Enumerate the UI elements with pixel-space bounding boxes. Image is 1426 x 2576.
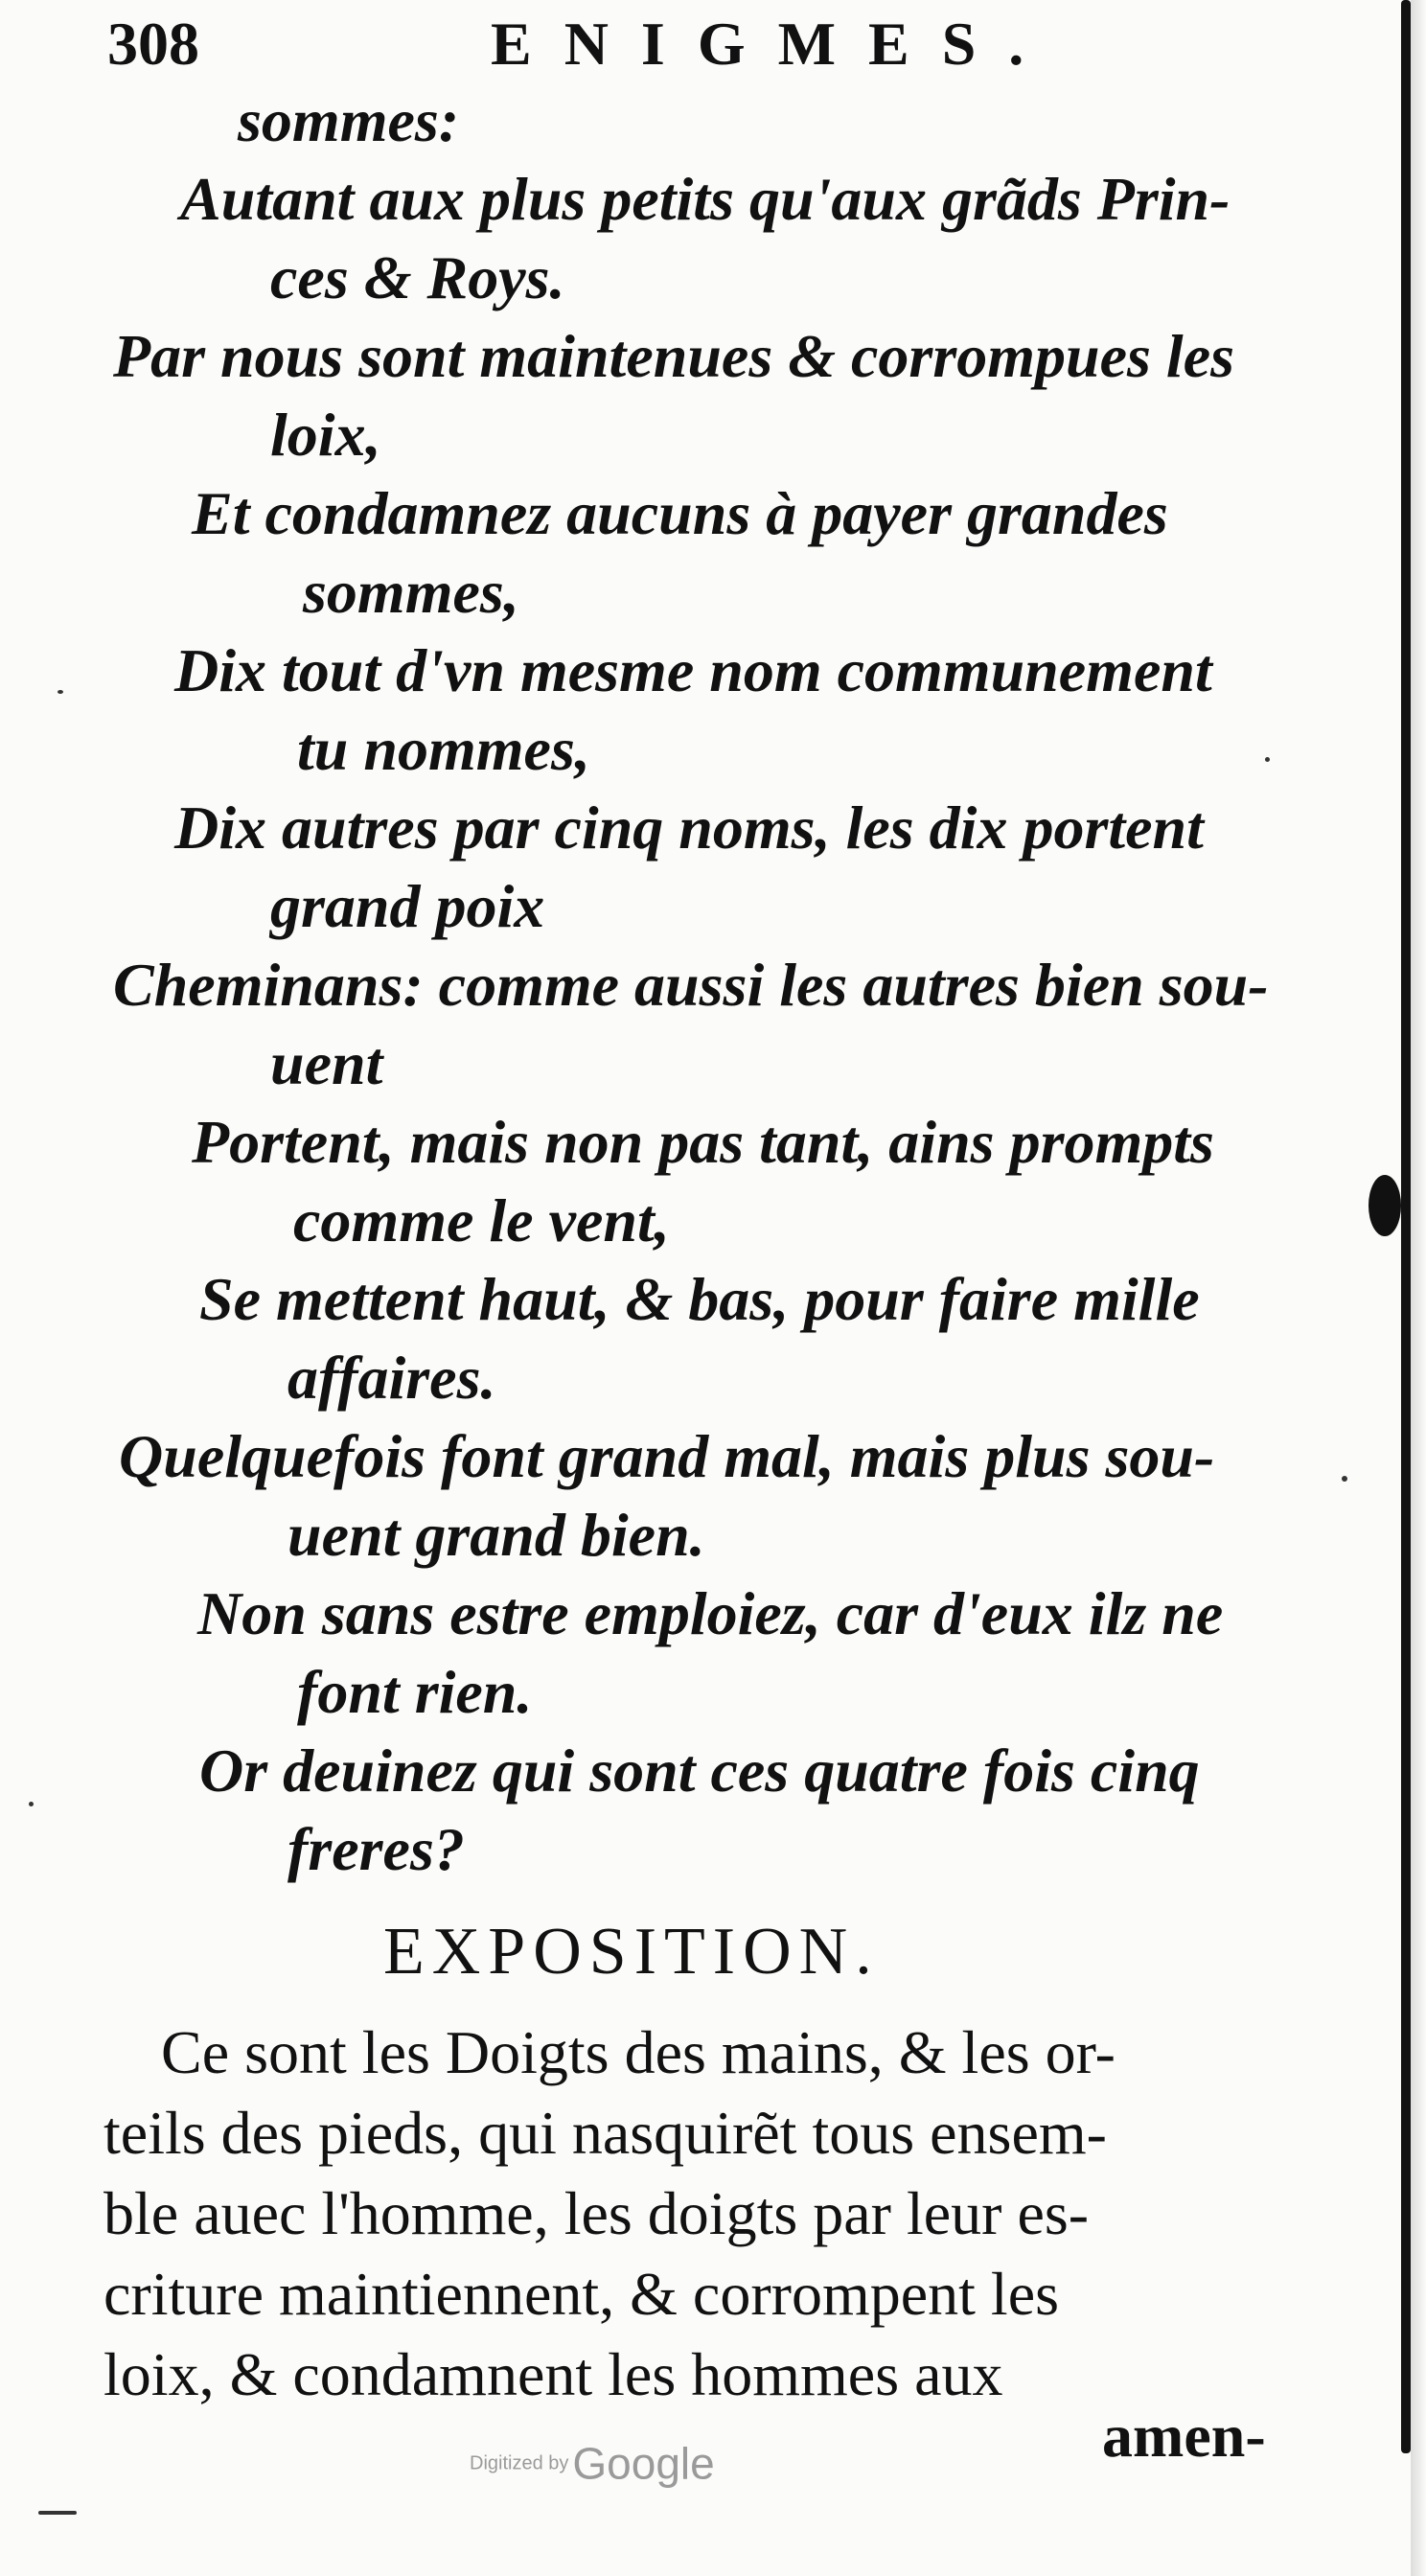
- verse-line: Cheminans: comme aussi les autres bien sou-: [113, 951, 1269, 1019]
- verse-line: Non sans estre emploiez, car d'eux ilz ne: [197, 1579, 1224, 1647]
- prose-line: criture maintiennent, & corrompent les: [104, 2260, 1059, 2328]
- paper-speck: [38, 2511, 77, 2515]
- paper-speck: [29, 1802, 34, 1806]
- prose-line: ble auec l'homme, les doigts par leur es-: [104, 2179, 1090, 2247]
- verse-line: comme le vent,: [293, 1186, 670, 1254]
- watermark-prefix: Digitized by: [470, 2452, 569, 2474]
- verse-line: Portent, mais non pas tant, ains prompts: [192, 1108, 1214, 1176]
- paper-speck: [58, 690, 63, 694]
- google-logo: Google: [572, 2438, 715, 2489]
- verse-line: uent grand bien.: [288, 1501, 705, 1569]
- verse-line: grand poix: [270, 872, 545, 940]
- paper-speck: [1342, 1476, 1347, 1482]
- digitization-watermark: [470, 2434, 715, 2492]
- running-head: ENIGMES.: [491, 10, 1057, 78]
- verse-line: Se mettent haut, & bas, pour faire mille: [199, 1265, 1200, 1333]
- verse-line: loix,: [270, 401, 381, 469]
- verse-line: Et condamnez aucuns à payer grandes: [192, 479, 1168, 547]
- ink-blot: [1368, 1175, 1401, 1236]
- page-number: 308: [107, 10, 199, 78]
- verse-line: Autant aux plus petits qu'aux grãds Prin-: [180, 165, 1230, 233]
- verse-line: affaires.: [288, 1344, 496, 1412]
- verse-line: uent: [270, 1029, 383, 1097]
- verse-line: Par nous sont maintenues & corrompues les: [113, 322, 1234, 390]
- verse-line: font rien.: [297, 1658, 533, 1726]
- verse-line: sommes,: [303, 558, 519, 626]
- verse-line: Quelquefois font grand mal, mais plus sou-: [119, 1422, 1215, 1490]
- page-header: [107, 6, 1382, 82]
- prose-line: teils des pieds, qui nasquirẽt tous ensem-: [104, 2099, 1107, 2167]
- catchword: amen-: [1102, 2402, 1266, 2470]
- verse-line: Or deuinez qui sont ces quatre fois cinq: [199, 1736, 1200, 1805]
- prose-line: loix, & condamnent les hommes aux: [104, 2340, 1003, 2408]
- paper-speck: [1265, 757, 1270, 762]
- prose-line: Ce sont les Doigts des mains, & les or-: [161, 2018, 1116, 2086]
- verse-line: tu nommes,: [297, 715, 590, 783]
- page-edge-shadow: [1411, 0, 1426, 2576]
- verse-line: sommes:: [238, 86, 460, 154]
- verse-line: Dix tout d'vn mesme nom communement: [174, 636, 1212, 704]
- verse-line: ces & Roys.: [270, 243, 565, 311]
- section-title: EXPOSITION.: [383, 1915, 880, 1989]
- verse-line: freres?: [288, 1815, 465, 1883]
- verse-line: Dix autres par cinq noms, les dix portent: [174, 794, 1204, 862]
- page-edge: [1401, 0, 1411, 2453]
